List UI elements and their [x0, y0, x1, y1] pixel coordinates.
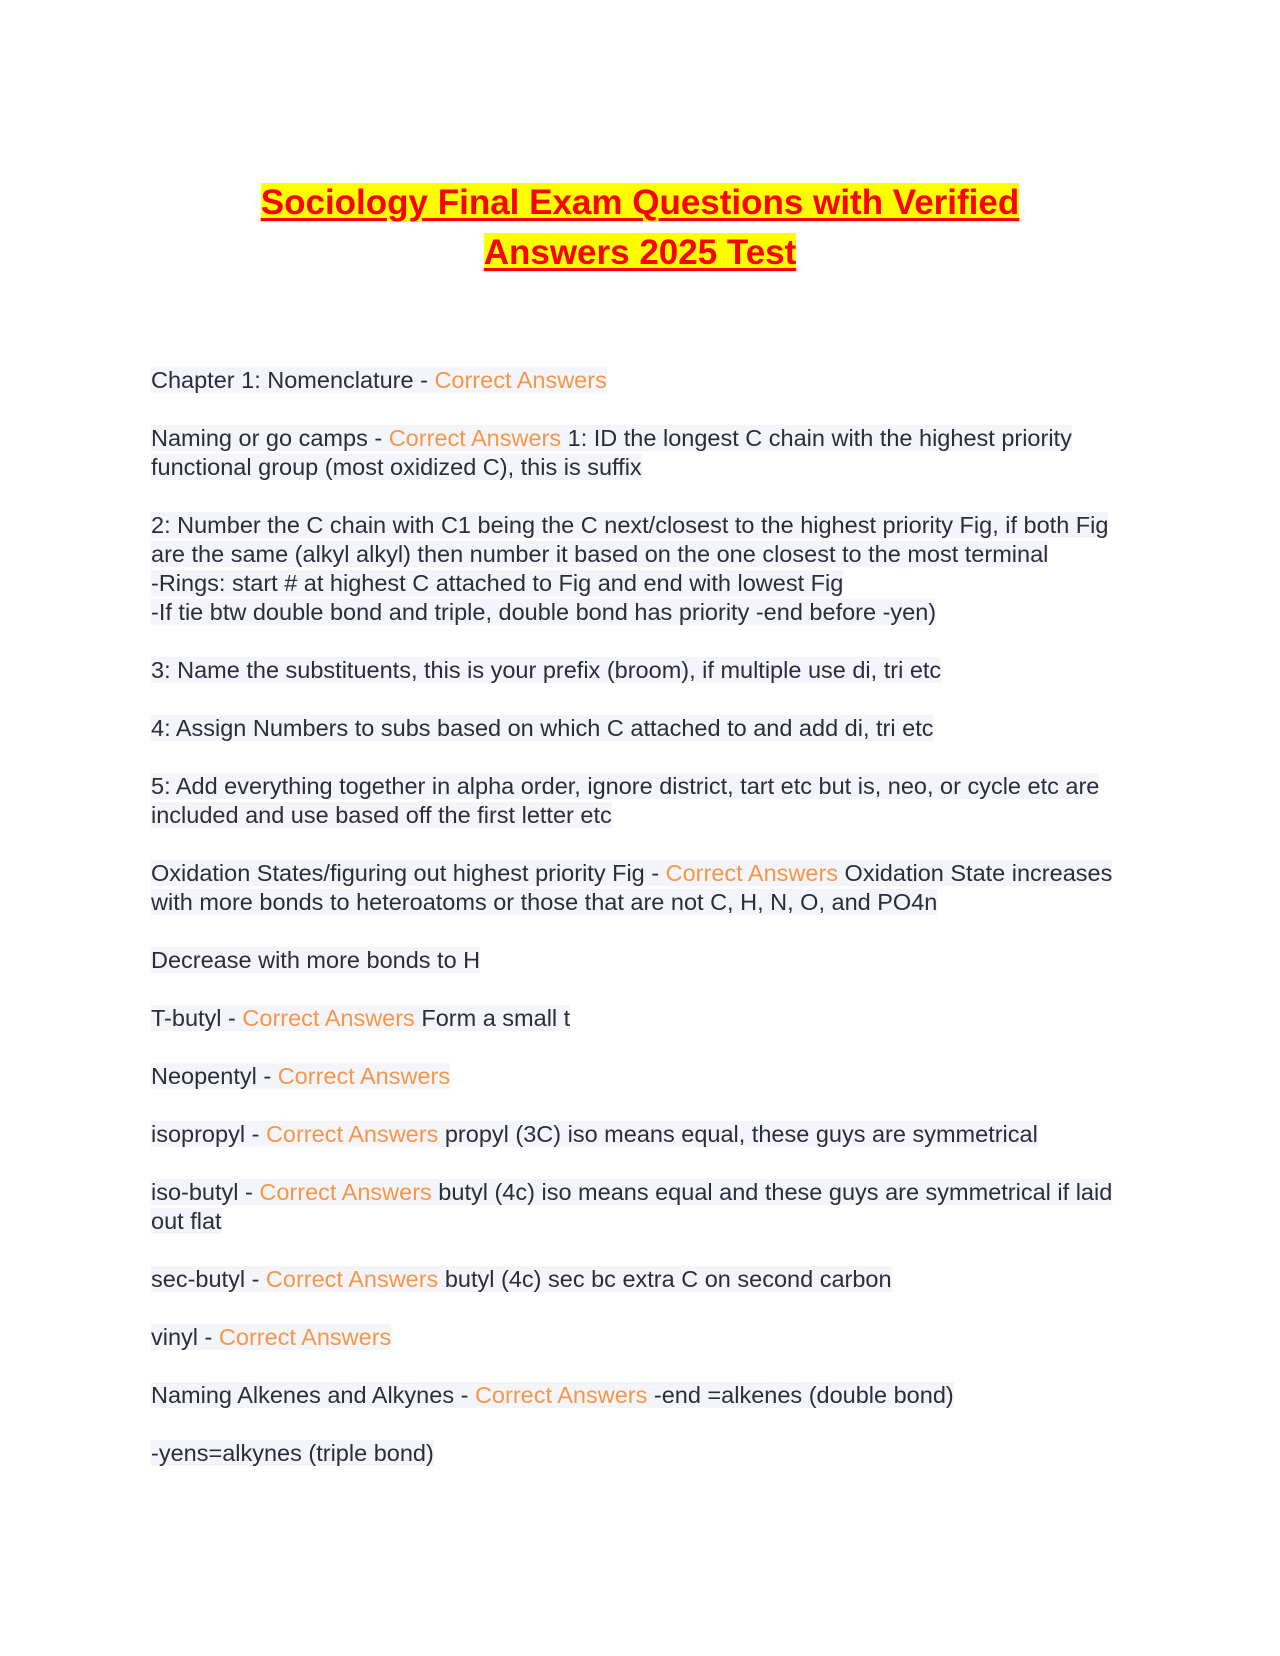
question-text: Oxidation States/figuring out highest priority Fig - [151, 860, 666, 886]
question-text: Naming or go camps - [151, 425, 389, 451]
question-text: isopropyl - [151, 1121, 266, 1147]
naming-step-2: 2: Number the C chain with C1 being the C next/closest to the highest priority Fig, if both Fig are the same (alkyl alkyl) then number it based on the one closest to the most terminal [151, 512, 1109, 567]
naming-step-3-paragraph [151, 656, 1131, 685]
question-text: vinyl - [151, 1324, 219, 1350]
correct-answers-label: Correct Answers [665, 860, 839, 886]
qa-entry-iso-butyl [151, 1178, 1131, 1236]
qa-entry-t-butyl [151, 1004, 1131, 1033]
correct-answers-label: Correct Answers [265, 1266, 439, 1292]
naming-step-5-paragraph [151, 772, 1131, 830]
question-text: Chapter 1: Nomenclature - [151, 367, 435, 393]
answer-text: 1: ID the longest C chain with the highest priority functional group (most oxidized C), this is suffix [151, 425, 1072, 480]
question-text: sec-butyl - [151, 1266, 266, 1292]
qa-entry-vinyl [151, 1323, 1131, 1352]
naming-step-4: 4: Assign Numbers to subs based on which C attached to and add di, tri etc [151, 715, 934, 741]
tie-rule: -If tie btw double bond and triple, double bond has priority -end before -yen) [151, 599, 937, 625]
title-line-2: Answers 2025 Test [483, 233, 797, 272]
naming-step-4-paragraph [151, 714, 1131, 743]
qa-entry-isopropyl [151, 1120, 1131, 1149]
oxidation-decrease-paragraph [151, 946, 1131, 975]
answer-text: butyl (4c) sec bc extra C on second carbon [438, 1266, 892, 1292]
correct-answers-label: Correct Answers [277, 1063, 451, 1089]
title-line-1: Sociology Final Exam Questions with Verified [260, 183, 1020, 222]
question-text: Neopentyl - [151, 1063, 278, 1089]
oxidation-decrease: Decrease with more bonds to H [151, 947, 481, 973]
correct-answers-label: Correct Answers [242, 1005, 415, 1031]
naming-step-group [151, 511, 1131, 627]
qa-entry-sec-butyl [151, 1265, 1131, 1294]
alkynes-note: -yens=alkynes (triple bond) [151, 1440, 434, 1466]
qa-entry-oxidation-states [151, 859, 1131, 917]
qa-entry-chapter-1 [151, 366, 1131, 395]
naming-step-3: 3: Name the substituents, this is your prefix (broom), if multiple use di, tri etc [151, 657, 942, 683]
correct-answers-label: Correct Answers [265, 1121, 439, 1147]
correct-answers-label: Correct Answers [259, 1179, 432, 1205]
qa-entry-neopentyl [151, 1062, 1131, 1091]
question-text: T-butyl - [151, 1005, 243, 1031]
alkynes-note-paragraph [151, 1439, 1131, 1468]
answer-text: -end =alkenes (double bond) [647, 1382, 954, 1408]
correct-answers-label: Correct Answers [474, 1382, 648, 1408]
correct-answers-label: Correct Answers [388, 425, 562, 451]
naming-step-5: 5: Add everything together in alpha order, ignore district, tart etc but is, neo, or cycle etc are included and use based off the first letter etc [151, 773, 1100, 828]
document-title [150, 178, 1130, 278]
answer-text: propyl (3C) iso means equal, these guys are symmetrical [438, 1121, 1038, 1147]
qa-entry-naming [151, 424, 1131, 482]
correct-answers-label: Correct Answers [218, 1324, 392, 1350]
answer-text: Form a small t [414, 1005, 571, 1031]
document-body [151, 366, 1131, 1497]
correct-answers-label: Correct Answers [434, 367, 607, 393]
question-text: Naming Alkenes and Alkynes - [151, 1382, 475, 1408]
answer-text: Oxidation State increases with more bonds to heteroatoms or those that are not C, H, N, O, and PO4n [151, 860, 1113, 915]
qa-entry-alkenes-alkynes [151, 1381, 1131, 1410]
question-text: iso-butyl - [151, 1179, 260, 1205]
rings-rule: -Rings: start # at highest C attached to Fig and end with lowest Fig [151, 570, 844, 596]
answer-text: butyl (4c) iso means equal and these guys are symmetrical if laid out flat [151, 1179, 1113, 1234]
